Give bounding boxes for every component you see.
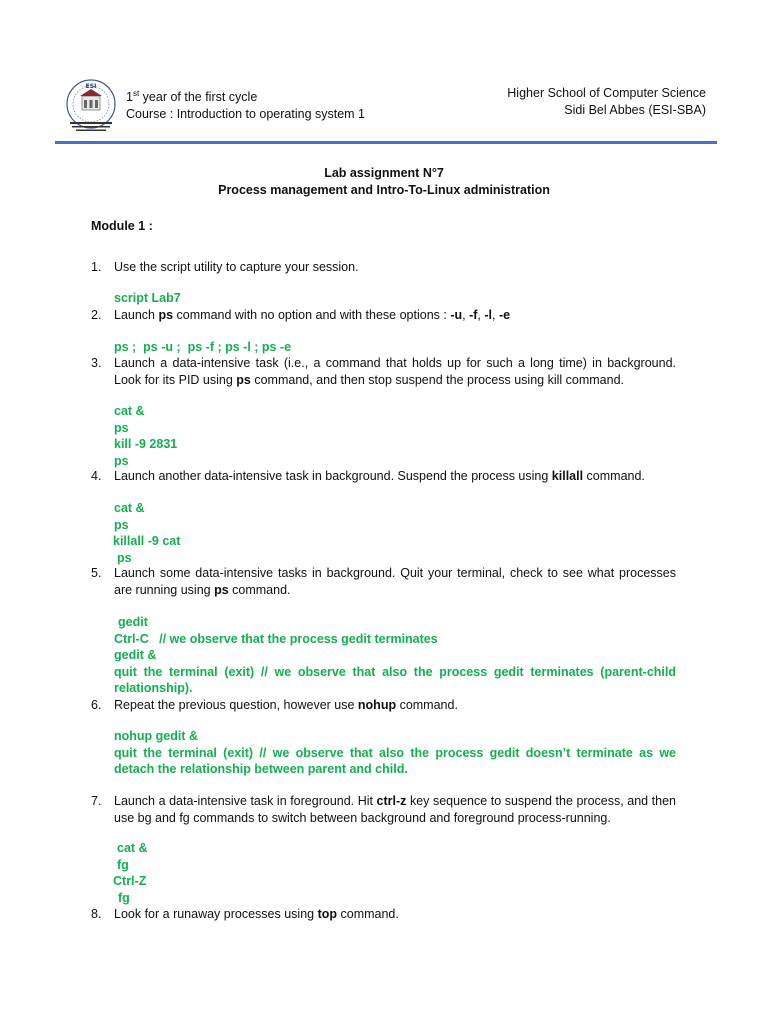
course-line: Course : Introduction to operating system 1 — [126, 107, 366, 122]
answer-3: cat & ps kill -9 2831 ps — [114, 404, 178, 468]
document-header — [0, 0, 768, 150]
svg-text:ESI: ESI — [85, 83, 97, 90]
answer-7: cat & fg Ctrl-Z fg — [113, 841, 148, 905]
title-line-2: Process management and Intro-To-Linux administration — [218, 183, 550, 197]
answer-6: nohup gedit & quit the terminal (exit) // we observe that also the process gedit doesn’t terminate as we detach the relationship between parent and child. — [114, 729, 676, 776]
year-line: 1st year of the first cycle — [126, 89, 258, 105]
header-rule — [55, 141, 717, 144]
module-heading: Module 1 : — [91, 219, 153, 233]
answer-1: script Lab7 — [114, 291, 181, 305]
answer-2: ps ; ps -u ; ps -f ; ps -l ; ps -e — [114, 340, 292, 354]
school-name: Higher School of Computer Science — [507, 86, 706, 100]
title-line-1: Lab assignment N°7 — [324, 166, 444, 180]
answer-4: cat & ps killall -9 cat ps — [113, 501, 181, 565]
school-logo — [62, 78, 120, 134]
school-location: Sidi Bel Abbes (ESI-SBA) — [564, 103, 706, 117]
document-title — [0, 165, 768, 199]
answer-5: gedit Ctrl-C // we observe that the process gedit terminates gedit & quit the terminal (exit) // we observe that also the process gedit terminates (parent-child relationship). — [114, 615, 676, 695]
